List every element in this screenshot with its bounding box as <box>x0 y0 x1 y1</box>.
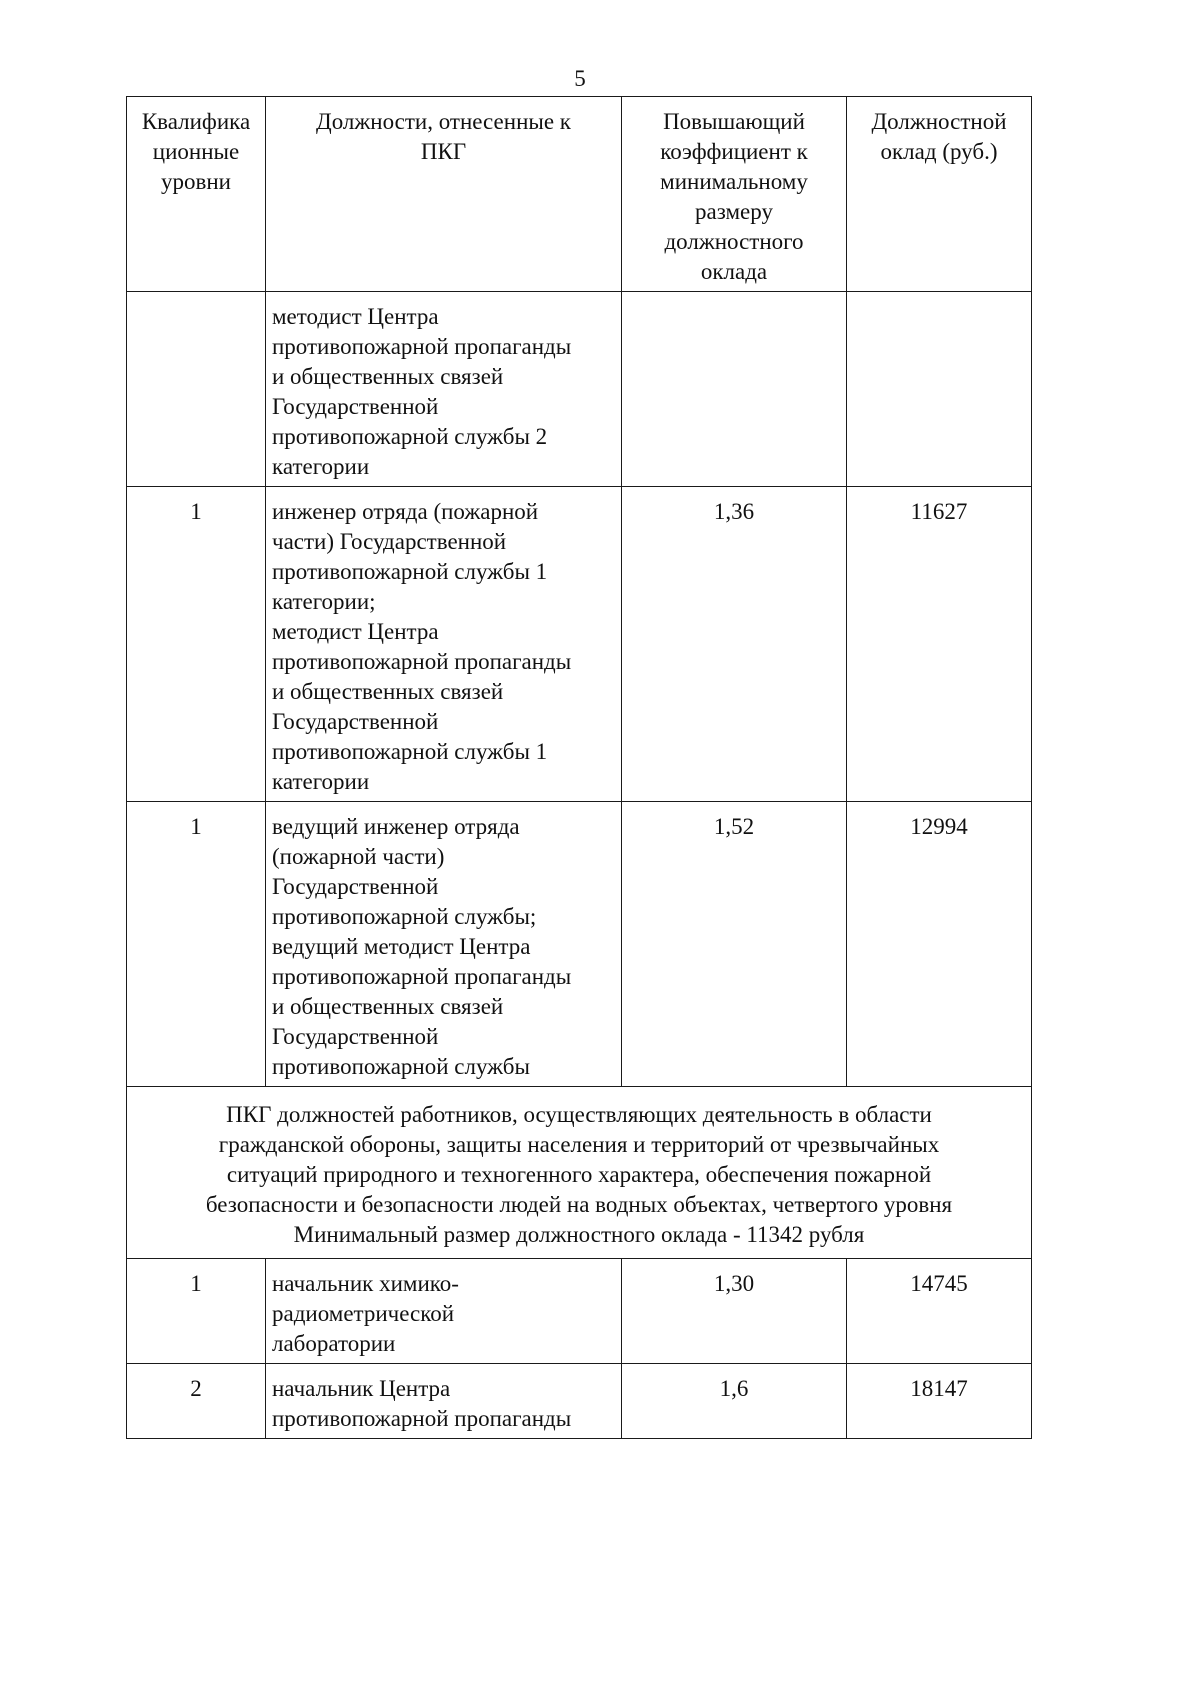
position-cell-line: начальник Центра <box>272 1376 451 1401</box>
section-title-line: гражданской обороны, защиты населения и территорий от чрезвычайных <box>218 1132 940 1157</box>
position-cell-line: противопожарной службы 1 <box>272 559 548 584</box>
position-cell-line: части) Государственной <box>272 529 507 554</box>
header-coefficient-line: должностного <box>664 229 804 254</box>
position-cell-line: лаборатории <box>272 1331 396 1356</box>
qualification-level-cell: 2 <box>127 1364 266 1439</box>
header-positions <box>266 97 622 292</box>
position-cell-line: (пожарной части) <box>272 844 445 869</box>
salary-table <box>126 96 1032 1439</box>
header-coefficient-line: оклада <box>700 259 768 284</box>
coefficient-cell <box>622 292 847 487</box>
position-cell <box>266 292 622 487</box>
coefficient-cell: 1,30 <box>622 1259 847 1364</box>
section-header-row <box>127 1087 1032 1259</box>
position-cell-line: категории <box>272 454 370 479</box>
position-cell-line: категории <box>272 769 370 794</box>
position-cell-line: ведущий методист Центра <box>272 934 531 959</box>
table-row <box>127 802 1032 1087</box>
page-number: 5 <box>574 66 586 91</box>
position-cell-line: противопожарной службы; <box>272 904 537 929</box>
table-body <box>127 97 1032 1439</box>
position-cell-line: методист Центра <box>272 619 439 644</box>
header-positions-line: ПКГ <box>420 139 467 164</box>
header-positions-line: Должности, отнесенные к <box>316 109 571 134</box>
table-row <box>127 292 1032 487</box>
salary-cell: 18147 <box>847 1364 1032 1439</box>
header-qualification-level-line: Квалифика <box>141 109 251 134</box>
position-cell <box>266 487 622 802</box>
header-qualification-level-line: ционные <box>152 139 240 164</box>
position-cell-line: ведущий инженер отряда <box>272 814 520 839</box>
header-salary-line: оклад (руб.) <box>880 139 998 164</box>
table-header-row <box>127 97 1032 292</box>
position-cell-line: радиометрической <box>272 1301 455 1326</box>
table-row <box>127 1259 1032 1364</box>
position-cell-line: противопожарной службы 2 <box>272 424 548 449</box>
table-row <box>127 1364 1032 1439</box>
position-cell <box>266 1364 622 1439</box>
header-coefficient-line: коэффициент к <box>660 139 808 164</box>
qualification-level-cell: 1 <box>127 487 266 802</box>
position-cell-line: противопожарной пропаганды <box>272 649 572 674</box>
section-title <box>127 1087 1032 1259</box>
position-cell-line: Государственной <box>272 1024 439 1049</box>
position-cell <box>266 802 622 1087</box>
salary-cell <box>847 292 1032 487</box>
section-title-line: Минимальный размер должностного оклада - 11342 рубля <box>293 1222 865 1247</box>
position-cell-line: методист Центра <box>272 304 439 329</box>
salary-cell: 14745 <box>847 1259 1032 1364</box>
qualification-level-cell: 1 <box>127 1259 266 1364</box>
coefficient-cell: 1,6 <box>622 1364 847 1439</box>
position-cell-line: противопожарной службы 1 <box>272 739 548 764</box>
header-coefficient-line: Повышающий <box>663 109 805 134</box>
header-coefficient-line: минимальному <box>660 169 808 194</box>
position-cell <box>266 1259 622 1364</box>
position-cell-line: Государственной <box>272 709 439 734</box>
position-cell-line: противопожарной пропаганды <box>272 334 572 359</box>
header-qualification-level <box>127 97 266 292</box>
header-salary-line: Должностной <box>871 109 1007 134</box>
section-title-line: ситуаций природного и техногенного характера, обеспечения пожарной <box>226 1162 932 1187</box>
section-title-line: ПКГ должностей работников, осуществляющих деятельность в области <box>226 1102 932 1127</box>
coefficient-cell: 1,52 <box>622 802 847 1087</box>
qualification-level-cell: 1 <box>127 802 266 1087</box>
position-cell-line: и общественных связей <box>272 364 504 389</box>
position-cell-line: противопожарной пропаганды <box>272 964 572 989</box>
position-cell-line: категории; <box>272 589 376 614</box>
qualification-level-cell <box>127 292 266 487</box>
header-salary <box>847 97 1032 292</box>
position-cell-line: инженер отряда (пожарной <box>272 499 539 524</box>
salary-cell: 11627 <box>847 487 1032 802</box>
position-cell-line: Государственной <box>272 874 439 899</box>
position-cell-line: и общественных связей <box>272 679 504 704</box>
position-cell-line: и общественных связей <box>272 994 504 1019</box>
position-cell-line: Государственной <box>272 394 439 419</box>
header-qualification-level-line: уровни <box>161 169 231 194</box>
position-cell-line: противопожарной службы <box>272 1054 530 1079</box>
salary-cell: 12994 <box>847 802 1032 1087</box>
section-title-line: безопасности и безопасности людей на водных объектах, четвертого уровня <box>205 1192 953 1217</box>
table-row <box>127 487 1032 802</box>
header-coefficient-line: размеру <box>695 199 773 224</box>
position-cell-line: противопожарной пропаганды <box>272 1406 572 1431</box>
header-coefficient <box>622 97 847 292</box>
position-cell-line: начальник химико- <box>272 1271 459 1296</box>
coefficient-cell: 1,36 <box>622 487 847 802</box>
